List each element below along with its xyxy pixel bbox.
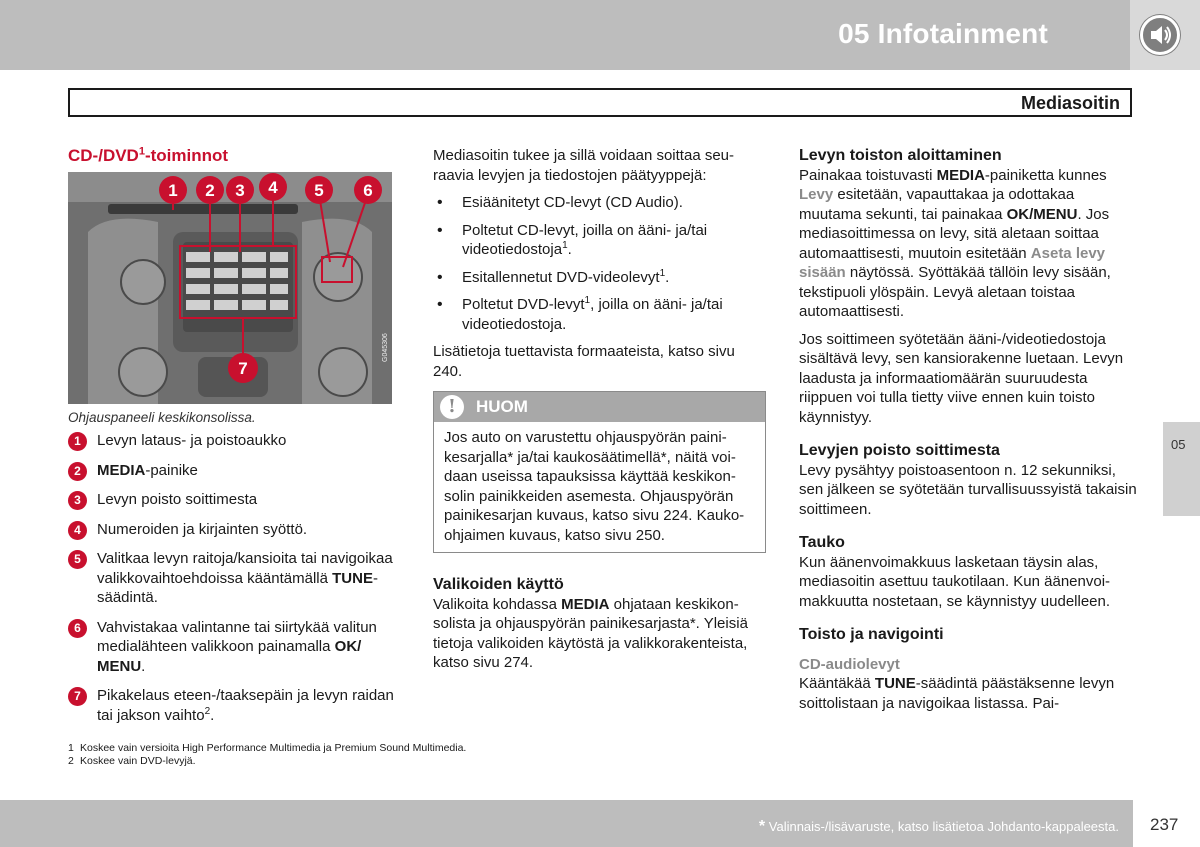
- footer-note: * Valinnais-/lisävaruste, katso lisätietoa Johdanto-kappaleesta.: [758, 818, 1119, 835]
- list-item: • Esiäänitetyt CD-levyt (CD Audio).: [433, 193, 768, 213]
- control-panel-image: [68, 172, 392, 404]
- speaker-icon: [1140, 15, 1180, 55]
- chapter-title: 05 Infotainment: [838, 18, 1048, 49]
- section-bar: [68, 88, 1132, 117]
- svg-text:3: 3: [235, 180, 245, 200]
- column-left: [68, 146, 408, 735]
- callout-number: 3: [68, 491, 87, 510]
- disc-type-list: [433, 193, 768, 334]
- image-caption: Ohjauspaneeli keskikonsolissa.: [68, 409, 256, 425]
- pause-text: Kun äänenvoimakkuus lasketaan täysin alas, mediasoitin asettuu taukotilaan. Kun äänenvoimakkuutta nostetaan, se käynnistyy uudelleen.: [799, 553, 1111, 610]
- page-footer: [0, 800, 1133, 847]
- list-item: • Esitallennetut DVD-videolevyt$^1$.: [433, 268, 768, 288]
- menus-text: Valikoita kohdassa MEDIA ohjataan keskikonsolista ja ohjauspyörän painikesarjasta*. Yleisiä tietoja valikoiden käytöstä ja valikkorakenteista, katso sivu 274.: [433, 595, 748, 671]
- navigation-text: Kääntäkää TUNE-säädintä päästäksenne levyn soittolistaan ja navigoikaa listassa. Pai-: [799, 675, 1115, 712]
- list-item: 1 Levyn lataus- ja poistoaukko: [68, 431, 408, 451]
- callout-number: 2: [68, 462, 87, 481]
- svg-text:4: 4: [268, 177, 278, 197]
- image-code: G045306: [382, 332, 389, 362]
- callout-number: 4: [68, 521, 87, 540]
- footnotes: [68, 742, 768, 768]
- callout-number: 7: [68, 687, 87, 706]
- callout-number: 6: [68, 619, 87, 638]
- note-header: [434, 392, 765, 422]
- note-box: [433, 391, 766, 553]
- list-item: • Poltetut DVD-levyt$^1$, joilla on ääni- ja/tai videotiedostoja.: [433, 295, 768, 334]
- svg-text:5: 5: [314, 180, 324, 200]
- start-playback-heading: Levyn toiston aloittaminen: [799, 147, 1002, 164]
- menus-heading: Valikoiden käyttö: [433, 576, 564, 593]
- list-item: • Poltetut CD-levyt, joilla on ääni- ja/tai videotiedostoja$^1$.: [433, 221, 768, 260]
- start-playback-text: Painakaa toistuvasti MEDIA-painiketta kunnes Levy esitetään, vapauttakaa ja odottakaa muutama sekunti, tai painakaa OK/MENU. Jos mediasoittimessa on levy, sitä aletaan soittaa automaattisesti, muutoin esitetään Aseta levy sisään näytössä. Syöttäkää tällöin levy sisään, tekstipuoli ylöspäin. Levyä aletaan toistaa automaattisesti.: [799, 166, 1111, 320]
- intro-text: Mediasoitin tukee ja sillä voidaan soittaa seuraavia levyjen ja tiedostojen päätyyppejä:: [433, 147, 735, 184]
- list-item: 7 Pikakelaus eteen-/taaksepäin ja levyn raidan tai jakson vaihto$^2$.: [68, 686, 408, 725]
- formats-reference: Lisätietoja tuettavista formaateista, katso sivu 240.: [433, 343, 735, 380]
- footnote: 1 Koskee vain versioita High Performance Multimedia ja Premium Sound Multimedia.: [68, 742, 467, 754]
- callout-list: [68, 431, 408, 725]
- column-right: [799, 146, 1139, 713]
- svg-text:1: 1: [168, 180, 178, 200]
- callout-number: 1: [68, 432, 87, 451]
- pause-heading: Tauko: [799, 534, 845, 551]
- eject-text: Levy pysähtyy poistoasentoon n. 12 sekunniksi, sen jälkeen se syötetään turvallisuussyistä takaisin soittimeen.: [799, 461, 1137, 518]
- page-number: 237: [1150, 815, 1179, 834]
- section-title: Mediasoitin: [1020, 93, 1120, 113]
- footnote: 2 Koskee vain DVD-levyjä.: [68, 755, 196, 767]
- list-item: 6 Vahvistakaa valintanne tai siirtykää valitun medialähteen valikkoon painamalla OK/ MENU.: [68, 618, 408, 677]
- eject-heading: Levyjen poisto soittimesta: [799, 442, 1000, 459]
- cd-dvd-heading: CD-/DVD$^1$-toiminnot: [68, 145, 229, 165]
- svg-text:7: 7: [238, 358, 248, 378]
- folder-structure-text: Jos soittimeen syötetään ääni-/videotiedostoja sisältävä levy, sen kansiorakenne luetaan. Levyn laadusta ja informaatiomäärän suuruudesta riippuen voi tulla tietty viive ennen kuin toisto käynnistyy.: [799, 330, 1124, 426]
- list-item: 4 Numeroiden ja kirjainten syöttö.: [68, 520, 408, 540]
- list-item: 2 MEDIA-painike: [68, 461, 408, 481]
- navigation-heading: Toisto ja navigointi: [799, 626, 944, 643]
- note-text: Jos auto on varustettu ohjauspyörän painikesarjalla* ja/tai kaukosäätimellä*, näitä voidaan useissa tapauksissa käyttää keskikonsolin painikkeiden asemesta. Ohjauspyörän painikesarjan kuvaus, katso sivu 224. Kauko-ohjaimen kuvaus, katso sivu 250.: [444, 429, 745, 544]
- info-icon: !: [440, 395, 464, 419]
- list-item: 3 Levyn poisto soittimesta: [68, 490, 408, 510]
- chapter-side-tab: [1163, 422, 1200, 516]
- cd-audio-heading: CD-audiolevyt: [799, 655, 900, 673]
- side-tab-label: 05: [1171, 437, 1186, 452]
- svg-text:2: 2: [205, 180, 215, 200]
- column-middle: [433, 146, 768, 673]
- svg-text:6: 6: [363, 180, 373, 200]
- chapter-header: [0, 0, 1130, 70]
- note-title: HUOM: [476, 397, 528, 416]
- list-item: 5 Valitkaa levyn raitoja/kansioita tai navigoikaa valikkovaihtoehdoissa kääntämällä TUNE-säädintä.: [68, 549, 408, 608]
- callout-number: 5: [68, 550, 87, 569]
